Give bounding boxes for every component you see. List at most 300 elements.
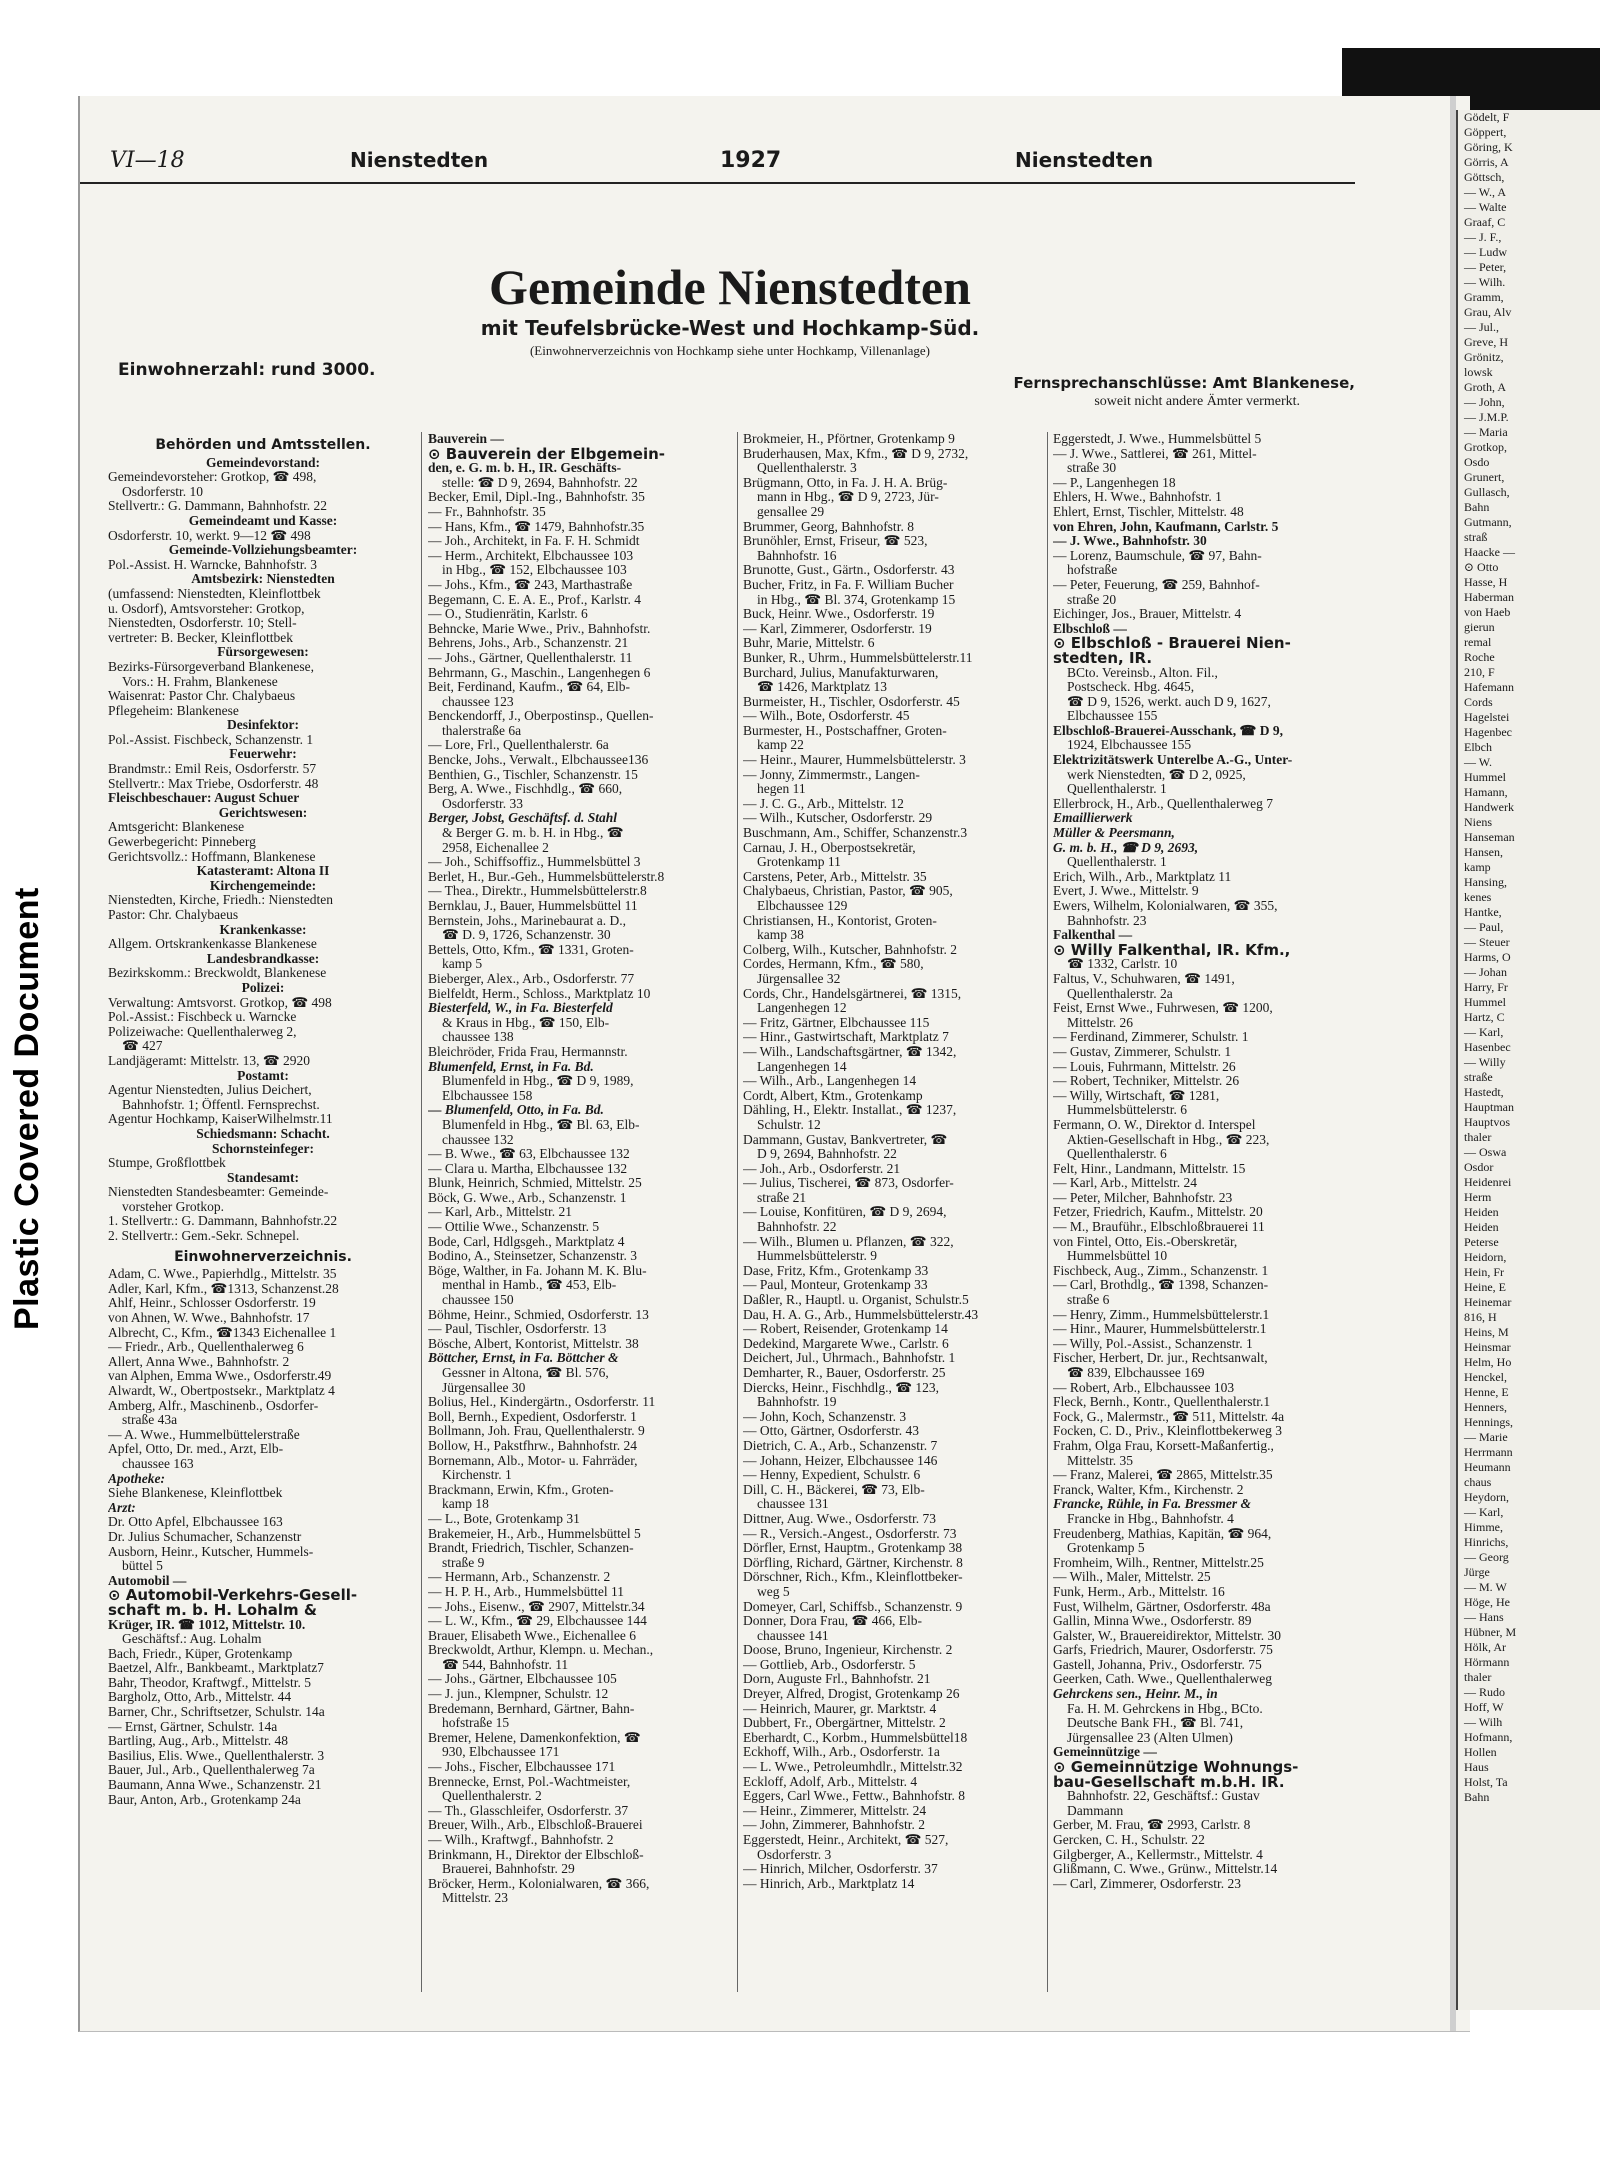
directory-entry: straße 43a <box>122 1413 178 1428</box>
adjacent-page-line: Haberman <box>1464 590 1514 604</box>
directory-entry: Ehlert, Ernst, Tischler, Mittelstr. 48 <box>1053 504 1244 519</box>
directory-entry: — Robert, Reisender, Grotenkamp 14 <box>743 1322 948 1337</box>
directory-entry: — J. Wwe., Sattlerei, ☎ 261, Mittel- <box>1053 446 1257 461</box>
directory-entry: Gerichtsvollz.: Hoffmann, Blankenese <box>108 849 316 864</box>
directory-entry: hofstraße 15 <box>442 1716 510 1731</box>
directory-entry: Erich, Wilh., Arb., Marktplatz 11 <box>1053 869 1232 884</box>
directory-entry: Bieberger, Alex., Arb., Osdorferstr. 77 <box>428 971 635 986</box>
directory-entry: — Hinr., Gastwirtschaft, Marktplatz 7 <box>743 1030 949 1045</box>
directory-entry: — Karl, Arb., Mittelstr. 24 <box>1053 1176 1197 1191</box>
directory-entry: Brandt, Friedrich, Tischler, Schanzen- <box>428 1541 634 1556</box>
directory-entry: Brauer, Elisabeth Wwe., Eichenallee 6 <box>428 1628 636 1643</box>
adjacent-page-line: Holst, Ta <box>1464 1775 1508 1789</box>
adjacent-page-line: lowsk <box>1464 365 1493 379</box>
directory-entry: Dill, C. H., Bäckerei, ☎ 73, Elb- <box>743 1482 925 1497</box>
directory-entry: Behrmann, G., Maschin., Langenhegen 6 <box>428 665 651 680</box>
directory-entry: Franck, Walter, Kfm., Kirchenstr. 2 <box>1053 1482 1244 1497</box>
directory-entry: Agentur Nienstedten, Julius Deichert, <box>108 1083 312 1098</box>
directory-entry: Gilgberger, A., Kellermstr., Mittelstr. 4 <box>1053 1847 1263 1862</box>
adjacent-page-line: Hantke, <box>1464 905 1502 919</box>
section-heading: Standesamt: <box>226 1170 299 1185</box>
phone-note-detail: soweit nicht andere Ämter vermerkt. <box>1094 394 1300 409</box>
directory-entry: Gercken, C. H., Schulstr. 22 <box>1053 1833 1205 1847</box>
directory-entry: Focken, C. D., Priv., Kleinflottbekerweg 3 <box>1053 1424 1282 1439</box>
directory-entry: Christiansen, H., Kontorist, Groten- <box>743 913 937 928</box>
adjacent-page-line: remal <box>1464 635 1492 649</box>
directory-entry: Brandmstr.: Emil Reis, Osdorferstr. 57 <box>108 762 317 777</box>
directory-entry: Berg, A. Wwe., Fischhdlg., ☎ 660, <box>428 782 623 797</box>
directory-entry: Allert, Anna Wwe., Bahnhofstr. 2 <box>108 1354 290 1369</box>
directory-entry: Cords, Chr., Handelsgärtnerei, ☎ 1315, <box>743 986 962 1001</box>
directory-entry: — Thea., Direktr., Hummelsbüttelerstr.8 <box>428 884 647 899</box>
adjacent-page-line: — M. W <box>1464 1580 1507 1594</box>
adjacent-page-line: Herm <box>1464 1190 1492 1204</box>
directory-entry: — Carl, Brothdlg., ☎ 1398, Schanzen- <box>1053 1278 1269 1293</box>
directory-entry: — Peter, Milcher, Bahnhofstr. 23 <box>1053 1190 1233 1205</box>
directory-entry: Hummelsbüttel 10 <box>1067 1249 1168 1264</box>
directory-entry: — Robert, Arb., Elbchaussee 103 <box>1053 1380 1235 1395</box>
directory-entry: Gerber, M. Frau, ☎ 2993, Carlstr. 8 <box>1053 1818 1251 1833</box>
directory-entry: — Heinr., Zimmerer, Mittelstr. 24 <box>743 1803 927 1818</box>
directory-entry: Breckwoldt, Arthur, Klempn. u. Mechan., <box>428 1643 654 1658</box>
directory-entry: Landjägeramt: Mittelstr. 13, ☎ 2920 <box>108 1053 311 1068</box>
directory-entry: Böhme, Heinr., Schmied, Osdorferstr. 13 <box>428 1307 649 1322</box>
section-heading: Gemeindeamt und Kasse: <box>188 513 338 528</box>
adjacent-page-line: Greve, H <box>1464 335 1508 349</box>
directory-entry: & Berger G. m. b. H. in Hbg., ☎ <box>442 826 624 841</box>
directory-entry: — Herm., Architekt, Elbchaussee 103 <box>428 548 634 563</box>
directory-entry: Domeyer, Carl, Schiffsb., Schanzenstr. 9 <box>743 1599 963 1614</box>
directory-entry: Francke, Rühle, in Fa. Bressmer & <box>1053 1497 1252 1512</box>
directory-entry: (umfassend: Nienstedten, Kleinflottbek <box>108 586 321 601</box>
directory-entry: — Blumenfeld, Otto, in Fa. Bd. <box>428 1103 604 1118</box>
adjacent-page-line: straß <box>1464 530 1488 544</box>
directory-entry: Waisenrat: Pastor Chr. Chalybaeus <box>108 689 296 704</box>
directory-entry: — Hermann, Arb., Schanzenstr. 2 <box>428 1570 611 1585</box>
directory-entry: chaussee 150 <box>442 1293 514 1308</box>
directory-entry: Dedekind, Margarete Wwe., Carlstr. 6 <box>743 1336 949 1351</box>
directory-entry: Colberg, Wilh., Kutscher, Bahnhofstr. 2 <box>743 942 958 957</box>
directory-entry: & Kraus in Hbg., ☎ 150, Elb- <box>442 1015 610 1030</box>
directory-entry: Bernstein, Johs., Marinebaurat a. D., <box>428 913 626 928</box>
directory-entry: — Karl, Zimmerer, Osdorferstr. 19 <box>743 621 932 636</box>
adjacent-page-line: — Rudo <box>1464 1685 1506 1699</box>
directory-column-4 <box>1053 432 1363 1891</box>
directory-entry: Jürgensallee 30 <box>442 1380 526 1395</box>
section-heading: Behörden und Amtsstellen. <box>155 438 371 453</box>
directory-entry: — Fr., Bahnhofstr. 35 <box>428 504 546 519</box>
directory-entry: — J. C. G., Arb., Mittelstr. 12 <box>743 796 904 811</box>
directory-entry: Faltus, V., Schuhwaren, ☎ 1491, <box>1053 971 1235 986</box>
directory-entry: Brackmann, Erwin, Kfm., Groten- <box>428 1482 614 1497</box>
adjacent-page-line: — J. F., <box>1464 230 1502 244</box>
directory-entry: Dittner, Aug. Wwe., Osdorferstr. 73 <box>743 1511 937 1526</box>
population-count: Einwohnerzahl: rund 3000. <box>118 360 376 380</box>
directory-entry: Bahnhofstr. 22 <box>757 1220 837 1235</box>
directory-entry: Brinkmann, H., Direktor der Elbschloß- <box>428 1847 644 1862</box>
directory-entry: Carnau, J. H., Oberpostsekretär, <box>743 840 916 855</box>
directory-entry: Bahnhofstr. 16 <box>757 548 837 563</box>
directory-entry: Bielfeldt, Herm., Schloss., Marktplatz 10 <box>428 986 651 1001</box>
directory-entry: von Ahnen, W. Wwe., Bahnhofstr. 17 <box>108 1311 310 1326</box>
directory-entry: Berger, Jobst, Geschäftsf. d. Stahl <box>428 811 618 826</box>
adjacent-page-line: — Maria <box>1464 425 1508 439</box>
directory-entry: Carstens, Peter, Arb., Mittelstr. 35 <box>743 869 927 884</box>
directory-entry: Bahnhofstr. 23 <box>1067 913 1147 928</box>
directory-entry: — Heinrich, Maurer, gr. Marktstr. 4 <box>743 1701 937 1716</box>
directory-entry: Eckloff, Adolf, Arb., Mittelstr. 4 <box>743 1774 918 1789</box>
directory-entry: — O., Studienrätin, Karlstr. 6 <box>428 607 588 622</box>
adjacent-page-line: Harry, Fr <box>1464 980 1508 994</box>
directory-entry: — Hinr., Maurer, Hummelsbüttelerstr.1 <box>1053 1322 1267 1337</box>
directory-entry: 2958, Eichenallee 2 <box>442 840 549 855</box>
directory-entry: kamp 22 <box>757 738 804 753</box>
directory-entry: vertreter: B. Becker, Kleinflottbek <box>108 630 294 645</box>
directory-entry: — Willy, Wirtschaft, ☎ 1281, <box>1053 1088 1220 1103</box>
directory-entry: Mittelstr. 35 <box>1067 1453 1134 1468</box>
directory-entry: Quellenthalerstr. 2 <box>442 1789 542 1804</box>
directory-entry: Grotenkamp 11 <box>757 855 841 870</box>
directory-entry: Blumenfeld in Hbg., ☎ Bl. 63, Elb- <box>442 1117 640 1132</box>
directory-entry: — Wilh., Blumen u. Pflanzen, ☎ 322, <box>743 1234 954 1249</box>
directory-entry: Dau, H. A. G., Arb., Hummelsbüttelerstr.43 <box>743 1307 979 1322</box>
scan-margin <box>0 0 1600 48</box>
directory-entry: büttel 5 <box>122 1559 163 1574</box>
directory-entry: Hummelsbüttelerstr. 9 <box>757 1249 877 1264</box>
directory-entry: Elbschloß — <box>1053 621 1127 636</box>
section-heading: Schiedsmann: Schacht. <box>196 1126 330 1141</box>
adjacent-page-line: Göppert, <box>1464 125 1507 139</box>
directory-entry: Krüger, IR. ☎ 1012, Mittelstr. 10. <box>108 1617 306 1632</box>
directory-entry: Gessner in Altona, ☎ Bl. 576, <box>442 1366 609 1380</box>
directory-entry: Behrens, Johs., Arb., Schanzenstr. 21 <box>428 636 629 651</box>
section-heading: Fürsorgewesen: <box>217 645 309 660</box>
directory-entry: Ewers, Wilhelm, Kolonialwaren, ☎ 355, <box>1053 899 1278 913</box>
directory-entry: Pol.-Assist. H. Warncke, Bahnhofstr. 3 <box>108 557 318 572</box>
directory-entry: Verwaltung: Amtsvorst. Grotkop, ☎ 498 <box>108 995 332 1010</box>
directory-entry: stelle: ☎ D 9, 2694, Bahnhofstr. 22 <box>442 475 638 490</box>
directory-entry: Jürgensallee 32 <box>757 971 841 986</box>
directory-entry: Dorn, Auguste Frl., Bahnhofstr. 21 <box>743 1672 931 1687</box>
directory-entry: — L., Bote, Grotenkamp 31 <box>428 1511 580 1526</box>
directory-entry: straße 9 <box>442 1555 485 1570</box>
adjacent-page-line: — Marie <box>1464 1430 1508 1444</box>
adjacent-page-line: Heins, M <box>1464 1325 1509 1339</box>
directory-entry: Becker, Emil, Dipl.-Ing., Bahnhofstr. 35 <box>428 490 645 505</box>
adjacent-page-line: Hein, Fr <box>1464 1265 1504 1279</box>
adjacent-page-line: Hansen, <box>1464 845 1503 859</box>
section-heading: Postamt: <box>237 1068 289 1083</box>
adjacent-page-line: Cords <box>1464 695 1493 709</box>
adjacent-page-line: ⊙ Otto <box>1464 560 1499 574</box>
directory-entry: — Th., Glasschleifer, Osdorferstr. 37 <box>428 1803 629 1818</box>
directory-entry: Gehrckens sen., Heinr. M., in <box>1053 1687 1218 1702</box>
adjacent-page-line: Hasenbec <box>1464 1040 1511 1054</box>
directory-entry: Geerken, Cath. Wwe., Quellenthalerweg <box>1053 1672 1273 1687</box>
directory-entry: Brunöhler, Ernst, Friseur, ☎ 523, <box>743 534 928 549</box>
directory-entry: chaussee 131 <box>757 1497 829 1512</box>
directory-entry: Demharter, R., Bauer, Osdorferstr. 25 <box>743 1366 946 1380</box>
adjacent-page-line: Henckel, <box>1464 1370 1507 1384</box>
directory-entry: Langenhegen 12 <box>757 1001 847 1016</box>
adjacent-page-line: — Hans <box>1464 1610 1504 1624</box>
directory-entry: — Lore, Frl., Quellenthalerstr. 6a <box>428 738 609 753</box>
directory-entry: gensallee 29 <box>757 504 825 519</box>
directory-entry: Schulstr. 12 <box>757 1117 821 1132</box>
directory-entry: Osdorferstr. 33 <box>442 796 523 811</box>
directory-entry: — Johs., Kfm., ☎ 243, Marthastraße <box>428 577 633 592</box>
directory-entry: Dörfling, Richard, Gärtner, Kirchenstr. 8 <box>743 1555 963 1570</box>
side-label: Plastic Covered Document <box>8 887 46 1330</box>
directory-entry: Polizeiwache: Quellenthalerweg 2, <box>108 1024 297 1039</box>
adjacent-page-line: Herrmann <box>1464 1445 1513 1459</box>
directory-entry: Glißmann, C. Wwe., Grünw., Mittelstr.14 <box>1053 1862 1278 1877</box>
directory-entry: 930, Elbchaussee 171 <box>442 1745 560 1760</box>
adjacent-page-line: — John, <box>1464 395 1505 409</box>
directory-entry: — Friedr., Arb., Quellenthalerweg 6 <box>108 1340 304 1355</box>
directory-entry: Quellenthalerstr. 1 <box>1067 855 1167 870</box>
directory-entry: Francke in Hbg., Bahnhofstr. 4 <box>1067 1511 1234 1526</box>
directory-entry: ☎ D 9, 1526, werkt. auch D 9, 1627, <box>1067 694 1271 709</box>
directory-entry: Begemann, C. E. A. E., Prof., Karlstr. 4 <box>428 592 641 607</box>
adjacent-page-line: Graaf, C <box>1464 215 1506 229</box>
adjacent-page-line: — J.M.P. <box>1464 410 1509 424</box>
directory-entry: Allgem. Ortskrankenkasse Blankenese <box>108 937 317 952</box>
directory-entry: Buhr, Marie, Mittelstr. 6 <box>743 636 875 651</box>
adjacent-page-line: Hollen <box>1464 1745 1497 1759</box>
directory-entry: Baur, Anton, Arb., Grotenkamp 24a <box>108 1792 301 1807</box>
directory-entry: Felt, Hinr., Landmann, Mittelstr. 15 <box>1053 1161 1246 1176</box>
directory-entry: Bezirks-Fürsorgeverband Blankenese, <box>108 659 314 674</box>
directory-entry: Biesterfeld, W., in Fa. Biesterfeld <box>428 1001 613 1016</box>
directory-entry: Buck, Heinr. Wwe., Osdorferstr. 19 <box>743 607 935 622</box>
adjacent-page-line: Elbch <box>1464 740 1492 754</box>
directory-entry: Fischer, Herbert, Dr. jur., Rechtsanwalt, <box>1053 1351 1268 1366</box>
adjacent-page-line: Görris, A <box>1464 155 1509 169</box>
directory-entry: Eggers, Carl Wwe., Fettw., Bahnhofstr. 8 <box>743 1789 965 1804</box>
adjacent-page-line: Heine, E <box>1464 1280 1506 1294</box>
adjacent-page-line: Hartz, C <box>1464 1010 1505 1024</box>
page-title: Gemeinde Nienstedten <box>489 259 971 315</box>
directory-entry: Elektrizitätswerk Unterelbe A.-G., Unter- <box>1053 753 1293 768</box>
directory-entry: — Louis, Fuhrmann, Mittelstr. 26 <box>1053 1059 1236 1074</box>
directory-entry: Dörschner, Rich., Kfm., Kleinflottbeker- <box>743 1570 963 1585</box>
directory-entry: Bahnhofstr. 19 <box>757 1395 837 1410</box>
adjacent-page-line: Helm, Ho <box>1464 1355 1512 1369</box>
adjacent-page-line: Hinrichs, <box>1464 1535 1509 1549</box>
directory-entry: Daßler, R., Hauptl. u. Organist, Schulstr.5 <box>743 1293 969 1308</box>
directory-entry: — A. Wwe., Hummelbüttelerstraße <box>108 1427 300 1442</box>
directory-entry: Fetzer, Friedrich, Kaufm., Mittelstr. 20 <box>1053 1205 1263 1220</box>
directory-entry: Aktien-Gesellschaft in Hbg., ☎ 223, <box>1067 1132 1270 1147</box>
directory-entry: Osdorferstr. 10, werkt. 9—12 ☎ 498 <box>108 528 311 543</box>
directory-entry: — Joh., Architekt, in Fa. F. H. Schmidt <box>428 534 640 549</box>
directory-entry: Arzt: <box>108 1500 136 1515</box>
directory-entry: Bettels, Otto, Kfm., ☎ 1331, Groten- <box>428 942 634 957</box>
directory-entry: kamp 18 <box>442 1497 489 1512</box>
directory-entry: Amtsgericht: Blankenese <box>108 820 245 835</box>
directory-entry: 1924, Elbchaussee 155 <box>1067 738 1192 753</box>
directory-entry: Fischbeck, Aug., Zimm., Schanzenstr. 1 <box>1053 1263 1269 1278</box>
adjacent-page-line: Groth, A <box>1464 380 1506 394</box>
directory-entry: Brauerei, Bahnhofstr. 29 <box>442 1862 575 1877</box>
directory-entry: Blunk, Heinrich, Schmied, Mittelstr. 25 <box>428 1176 642 1191</box>
directory-entry: Dubbert, Fr., Obergärtner, Mittelstr. 2 <box>743 1716 946 1731</box>
column-divider <box>1047 432 1048 1992</box>
directory-entry: Bunker, R., Uhrm., Hummelsbüttelerstr.11 <box>743 650 973 665</box>
directory-entry: menthal in Hamb., ☎ 453, Elb- <box>442 1278 617 1293</box>
directory-entry: ☎ D. 9, 1726, Schanzenstr. 30 <box>442 928 611 943</box>
directory-entry: — Jonny, Zimmermstr., Langen- <box>743 767 920 782</box>
directory-entry: Dietrich, C. A., Arb., Schanzenstr. 7 <box>743 1438 938 1453</box>
directory-entry: D 9, 2694, Bahnhofstr. 22 <box>757 1147 897 1162</box>
directory-entry: — Wilh., Maler, Mittelstr. 25 <box>1053 1570 1211 1585</box>
section-heading: Kirchengemeinde: <box>209 878 317 893</box>
adjacent-page-line: — Paul, <box>1464 920 1504 934</box>
directory-column-3 <box>743 432 1053 1891</box>
section-heading: Amtsbezirk: Nienstedten <box>191 572 335 587</box>
directory-entry: — Fritz, Gärtner, Elbchaussee 115 <box>743 1015 930 1030</box>
adjacent-page-line: Hansing, <box>1464 875 1507 889</box>
directory-entry: Pol.-Assist.: Fischbeck u. Warncke <box>108 1010 297 1025</box>
directory-entry: Dreyer, Alfred, Drogist, Grotenkamp 26 <box>743 1687 960 1702</box>
header-place-left: Nienstedten <box>350 148 489 172</box>
directory-entry: den, e. G. m. b. H., IR. Geschäfts- <box>428 461 622 476</box>
directory-entry: Pflegeheim: Blankenese <box>108 703 239 718</box>
directory-entry: schaft m. b. H. Lohalm & <box>108 1602 317 1618</box>
directory-entry: van Alphen, Emma Wwe., Osdorferstr.49 <box>108 1369 332 1384</box>
directory-entry: Burmester, H., Postschaffner, Groten- <box>743 723 947 738</box>
directory-entry: Fermann, O. W., Direktor d. Interspel <box>1053 1117 1256 1132</box>
directory-entry: Mittelstr. 26 <box>1067 1015 1134 1030</box>
adjacent-page-line: Bahn <box>1464 1790 1490 1804</box>
directory-entry: Quellenthalerstr. 6 <box>1067 1147 1167 1162</box>
header-year: 1927 <box>720 148 782 173</box>
directory-entry: Benckendorff, J., Oberpostinsp., Quellen- <box>428 709 654 724</box>
directory-entry: Bollmann, Joh. Frau, Quellenthalerstr. 9 <box>428 1424 645 1439</box>
directory-entry: Bach, Friedr., Küper, Grotenkamp <box>108 1646 293 1661</box>
directory-entry: — R., Versich.-Angest., Osdorferstr. 73 <box>743 1526 957 1541</box>
directory-entry: Pol.-Assist. Fischbeck, Schanzenstr. 1 <box>108 732 314 747</box>
directory-entry: Dammann <box>1067 1803 1124 1818</box>
directory-entry: — Wilh., Kraftwgf., Bahnhofstr. 2 <box>428 1833 614 1847</box>
directory-entry: — Johs., Eisenw., ☎ 2907, Mittelstr.34 <box>428 1599 645 1614</box>
directory-entry: Eichinger, Jos., Brauer, Mittelstr. 4 <box>1053 607 1242 622</box>
directory-entry: — J. jun., Klempner, Schulstr. 12 <box>428 1687 609 1702</box>
directory-entry: Elbchaussee 129 <box>757 899 848 913</box>
adjacent-page-line: Heiden <box>1464 1220 1499 1234</box>
adjacent-page-line: — Willy <box>1464 1055 1506 1069</box>
section-heading: Gerichtswesen: <box>218 805 308 820</box>
directory-entry: — Joh., Arb., Osdorferstr. 21 <box>743 1161 901 1176</box>
section-heading: Katasteramt: Altona II <box>196 864 330 879</box>
adjacent-page-line: — W., A <box>1464 185 1507 199</box>
directory-entry: Cordes, Hermann, Kfm., ☎ 580, <box>743 957 924 972</box>
adjacent-page-line: Hummel <box>1464 770 1506 784</box>
directory-entry: Bröcker, Herm., Kolonialwaren, ☎ 366, <box>428 1876 650 1891</box>
adjacent-page-line: Himme, <box>1464 1520 1503 1534</box>
directory-entry: — Peter, Feuerung, ☎ 259, Bahnhof- <box>1053 577 1260 592</box>
adjacent-page-line: Bahn <box>1464 500 1490 514</box>
directory-entry: Bahnhofstr. 22, Geschäftsf.: Gustav <box>1067 1789 1260 1804</box>
directory-entry: — Johs., Gärtner, Quellenthalerstr. 11 <box>428 650 633 665</box>
adjacent-page-line: Heumann <box>1464 1460 1511 1474</box>
directory-entry: — Joh., Schiffsoffiz., Hummelsbüttel 3 <box>428 855 641 870</box>
directory-entry: chaussee 123 <box>442 694 514 709</box>
directory-entry: — Hinrich, Arb., Marktplatz 14 <box>743 1876 915 1891</box>
adjacent-page-line: Haus <box>1464 1760 1489 1774</box>
directory-entry: Emaillierwerk <box>1053 811 1133 826</box>
directory-entry: Gemeinnützige — <box>1053 1745 1157 1760</box>
directory-entry: Brokmeier, H., Pförtner, Grotenkamp 9 <box>743 432 955 446</box>
directory-entry: u. Osdorf), Amtsvorsteher: Grotkop, <box>108 601 305 616</box>
directory-entry: Eggerstedt, J. Wwe., Hummelsbüttel 5 <box>1053 432 1262 446</box>
directory-entry: Boll, Bernh., Expedient, Osdorferstr. 1 <box>428 1409 637 1424</box>
directory-entry: stedten, IR. <box>1053 650 1153 666</box>
directory-entry: ☎ 1332, Carlstr. 10 <box>1067 957 1178 972</box>
directory-entry: Baumann, Anna Wwe., Schanzenstr. 21 <box>108 1778 322 1793</box>
directory-entry: Dähling, H., Elektr. Installat., ☎ 1237, <box>743 1103 957 1118</box>
directory-entry: Garfs, Friedrich, Maurer, Osdorferstr. 75 <box>1053 1643 1273 1658</box>
directory-entry: — Hinrich, Milcher, Osdorferstr. 37 <box>743 1862 938 1877</box>
adjacent-page-line: gierun <box>1464 620 1495 634</box>
directory-entry: Kirchenstr. 1 <box>442 1468 512 1483</box>
column-divider <box>421 432 422 1992</box>
directory-entry: Postscheck. Hbg. 4645, <box>1067 680 1195 695</box>
directory-entry: — John, Koch, Schanzenstr. 3 <box>743 1409 907 1424</box>
directory-entry: Deichert, Jul., Uhrmach., Bahnhofstr. 1 <box>743 1351 956 1366</box>
directory-entry: — Paul, Tischler, Osdorferstr. 13 <box>428 1322 607 1337</box>
directory-entry: Quellenthalerstr. 2a <box>1067 986 1173 1001</box>
directory-entry: Breuer, Wilh., Arb., Elbschloß-Brauerei <box>428 1818 643 1833</box>
adjacent-page-line: Jürge <box>1464 1565 1490 1579</box>
adjacent-page-line: Heiden <box>1464 1205 1499 1219</box>
directory-entry: — Heinr., Maurer, Hummelsbüttelerstr. 3 <box>743 753 966 768</box>
adjacent-page-line: Göring, K <box>1464 140 1513 154</box>
directory-entry: Buschmann, Am., Schiffer, Schanzenstr.3 <box>743 826 968 841</box>
directory-entry: straße 6 <box>1067 1293 1110 1308</box>
directory-entry: ⊙ Bauverein der Elbgemein- <box>428 446 666 462</box>
directory-entry: Cordt, Albert, Ktm., Grotenkamp <box>743 1088 923 1103</box>
adjacent-page-line: Hasse, H <box>1464 575 1508 589</box>
directory-entry: Eckhoff, Wilh., Arb., Osdorferstr. 1a <box>743 1745 940 1760</box>
directory-entry: chaussee 141 <box>757 1628 829 1643</box>
adjacent-page-line: — Peter, <box>1464 260 1507 274</box>
header-place-right: Nienstedten <box>1015 148 1154 172</box>
section-heading: Einwohnerverzeichnis. <box>174 1249 352 1265</box>
directory-entry: Berlet, H., Bur.-Geh., Hummelsbüttelerstr.8 <box>428 869 665 884</box>
directory-entry: — Robert, Techniker, Mittelstr. 26 <box>1053 1074 1240 1089</box>
adjacent-page-line: 816, H <box>1464 1310 1497 1324</box>
adjacent-page-line: Gramm, <box>1464 290 1504 304</box>
adjacent-page-line: chaus <box>1464 1475 1492 1489</box>
adjacent-page-line: — Wilh <box>1464 1715 1503 1729</box>
directory-entry: Frahm, Olga Frau, Korsett-Maßanfertig., <box>1053 1438 1274 1453</box>
directory-entry: von Ehren, John, Kaufmann, Carlstr. 5 <box>1053 519 1279 534</box>
adjacent-page-line: — Karl, <box>1464 1025 1504 1039</box>
directory-entry: Eggerstedt, Heinr., Architekt, ☎ 527, <box>743 1833 949 1847</box>
directory-column-1 <box>108 432 418 1807</box>
adjacent-page-line: von Haeb <box>1464 605 1511 619</box>
adjacent-page-line: 210, F <box>1464 665 1495 679</box>
directory-entry: Bode, Carl, Hdlgsgeh., Marktplatz 4 <box>428 1234 625 1249</box>
directory-entry: Fock, G., Malermstr., ☎ 511, Mittelstr. 4a <box>1053 1409 1285 1424</box>
directory-entry: Quellenthalerstr. 3 <box>757 461 857 476</box>
directory-entry: Grotenkamp 5 <box>1067 1541 1145 1556</box>
adjacent-page-line: Henne, E <box>1464 1385 1509 1399</box>
directory-entry: Automobil — <box>108 1573 187 1588</box>
directory-entry: — Carl, Zimmerer, Osdorferstr. 23 <box>1053 1876 1242 1891</box>
